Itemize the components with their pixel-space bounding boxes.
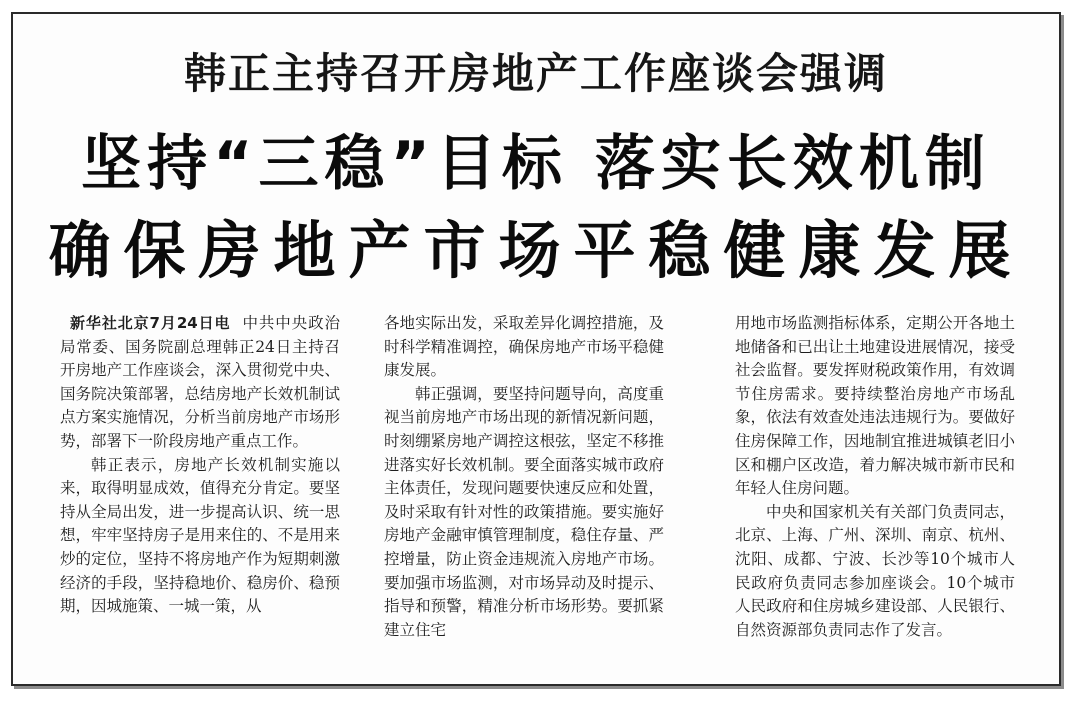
article-column-3 xyxy=(735,312,1015,642)
article-paragraph xyxy=(60,312,340,454)
article-column-1 xyxy=(60,312,340,619)
paragraph-text: 中共中央政治局常委、国务院副总理韩正24日主持召开房地产工作座谈会，深入贯彻党中央、国务院决策部署，总结房地产长效机制试点方案实施情况，分析当前房地产市场形势，部署下一阶段房地产重点工作。 xyxy=(60,314,340,450)
article-paragraph: 用地市场监测指标体系，定期公开各地土地储备和已出让土地建设进展情况，接受社会监督。要发挥财税政策作用，有效调节住房需求。要持续整治房地产市场乱象，依法有效查处违法违规行为。要做好住房保障工作，因地制宜推进城镇老旧小区和棚户区改造，着力解决城市新市民和年轻人住房问题。 xyxy=(735,314,1015,498)
article-paragraph: 韩正强调，要坚持问题导向，高度重视当前房地产市场出现的新情况新问题，时刻绷紧房地产调控这根弦，坚定不移推进落实好长效机制。要全面落实城市政府主体责任，发现问题要快速反应和处置，及时采取有针对性的政策措施。要实施好房地产金融审慎管理制度，稳住存量、严控增量，防止资金违规流入房地产市场。要加强市场监测，对市场异动及时提示、指导和预警，精准分析市场形势。要抓紧建立住宅 xyxy=(384,384,664,639)
subtitle: 韩正主持召开房地产工作座谈会强调 xyxy=(183,49,888,98)
headline-line-1: 坚持“三稳”目标 落实长效机制 xyxy=(81,129,991,199)
dateline: 新华社北京7月24日电 xyxy=(70,314,231,332)
headline-line-2: 确保房地产市场平稳健康发展 xyxy=(48,214,1024,287)
article-paragraph: 韩正表示，房地产长效机制实施以来，取得明显成效，值得充分肯定。要坚持从全局出发，进一步提高认识、统一思想，牢牢坚持房子是用来住的、不是用来炒的定位，坚持不将房地产作为短期刺激经济的手段，坚持稳地价、稳房价、稳预期，因城施策、一城一策，从 xyxy=(60,455,340,616)
article-paragraph: 各地实际出发，采取差异化调控措施，及时科学精准调控，确保房地产市场平稳健康发展。 xyxy=(384,314,664,380)
article-column-2 xyxy=(384,312,664,642)
article-paragraph: 中央和国家机关有关部门负责同志，北京、上海、广州、深圳、南京、杭州、沈阳、成都、宁波、长沙等10个城市人民政府负责同志参加座谈会。10个城市人民政府和住房城乡建设部、人民银行、自然资源部负责同志作了发言。 xyxy=(735,502,1015,639)
